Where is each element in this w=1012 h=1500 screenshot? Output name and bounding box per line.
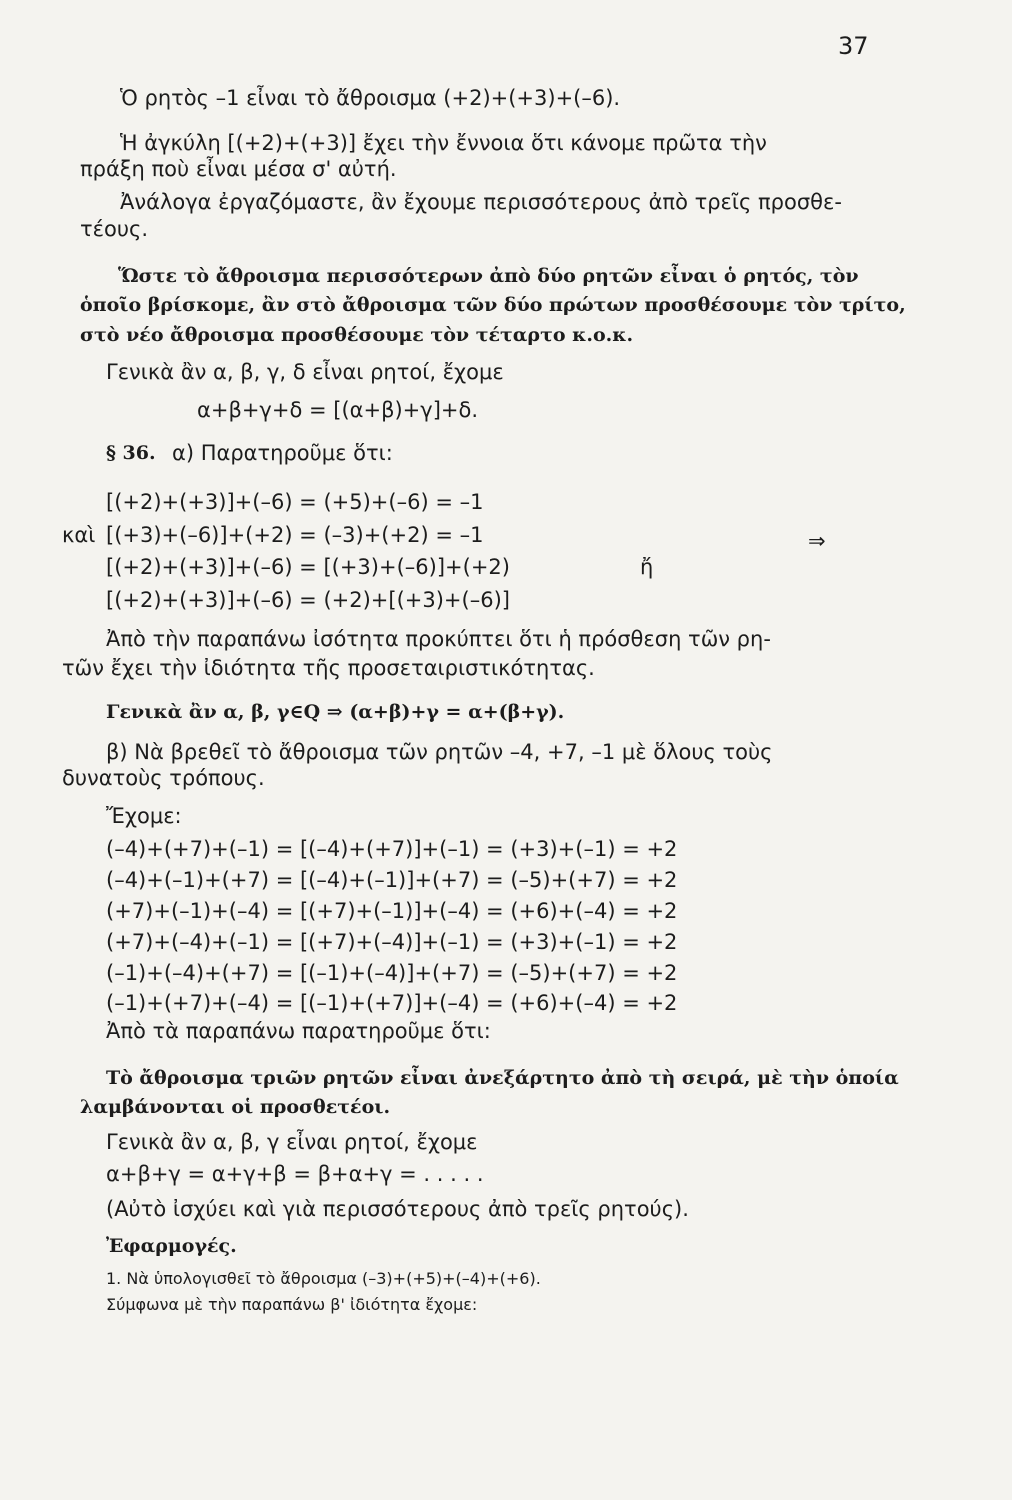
section-heading: Ἐφαρμογές. xyxy=(106,1235,237,1257)
rule-text: Γενικὰ ἂν α, β, γ∈Q ⇒ (α+β)+γ = α+(β+γ). xyxy=(106,701,565,723)
text-line: Ἀνάλογα ἐργαζόμαστε, ἂν ἔχουμε περισσότερους ἀπὸ τρεῖς προσθε- xyxy=(120,190,842,214)
formula: α+β+γ = α+γ+β = β+α+γ = . . . . . xyxy=(106,1162,484,1186)
page-number: 37 xyxy=(838,32,869,60)
text-line: ἤ xyxy=(640,555,654,579)
text-line: Ἔχομε: xyxy=(106,804,182,828)
equation: (–1)+(+7)+(–4) = [(–1)+(+7)]+(–4) = (+6)+(–4) = +2 xyxy=(106,991,678,1015)
rule-text: στὸ νέο ἄθροισμα προσθέσουμε τὸν τέταρτο κ.ο.κ. xyxy=(80,324,634,346)
text-line: καὶ xyxy=(62,523,96,547)
formula: α+β+γ+δ = [(α+β)+γ]+δ. xyxy=(197,398,479,422)
text-line: β) Νὰ βρεθεῖ τὸ ἄθροισμα τῶν ρητῶν –4, +7, –1 μὲ ὅλους τοὺς xyxy=(106,740,773,764)
rule-text: Ὥστε τὸ ἄθροισμα περισσότερων ἀπὸ δύο ρητῶν εἶναι ὁ ρητός, τὸν xyxy=(118,265,859,287)
equation: (+7)+(–4)+(–1) = [(+7)+(–4)]+(–1) = (+3)+(–1) = +2 xyxy=(106,930,678,954)
rule-text: Τὸ ἄθροισμα τριῶν ρητῶν εἶναι ἀνεξάρτητο ἀπὸ τὴ σειρά, μὲ τὴν ὁποία xyxy=(106,1067,899,1089)
text-line: (Αὐτὸ ἰσχύει καὶ γιὰ περισσότερους ἀπὸ τρεῖς ρητούς). xyxy=(106,1197,689,1221)
text-line: Ἀπὸ τὴν παραπάνω ἰσότητα προκύπτει ὅτι ἡ πρόσθεση τῶν ρη- xyxy=(106,627,771,651)
equation: (–4)+(–1)+(+7) = [(–4)+(–1)]+(+7) = (–5)+(+7) = +2 xyxy=(106,868,678,892)
equation: [(+2)+(+3)]+(–6) = (+2)+[(+3)+(–6)] xyxy=(106,588,510,612)
equation: [(+3)+(–6)]+(+2) = (–3)+(+2) = –1 xyxy=(106,523,484,547)
text-line: πράξη ποὺ εἶναι μέσα σ' αὐτή. xyxy=(80,157,397,181)
text-line: 1. Νὰ ὑπολογισθεῖ τὸ ἄθροισμα (–3)+(+5)+(–4)+(+6). xyxy=(106,1269,541,1288)
text-line: Ὁ ρητὸς –1 εἶναι τὸ ἄθροισμα (+2)+(+3)+(–6). xyxy=(120,86,621,110)
section-label: § 36. xyxy=(106,442,156,464)
text-line: τῶν ἔχει τὴν ἰδιότητα τῆς προσεταιριστικότητας. xyxy=(62,656,595,680)
equation: (–1)+(–4)+(+7) = [(–1)+(–4)]+(+7) = (–5)+(+7) = +2 xyxy=(106,961,678,985)
text-line: δυνατοὺς τρόπους. xyxy=(62,766,265,790)
text-line: Γενικὰ ἂν α, β, γ, δ εἶναι ρητοί, ἔχομε xyxy=(106,360,504,384)
text-line: Ἀπὸ τὰ παραπάνω παρατηροῦμε ὅτι: xyxy=(106,1019,491,1043)
rule-text: λαμβάνονται οἱ προσθετέοι. xyxy=(80,1096,391,1118)
text-line: Γενικὰ ἂν α, β, γ εἶναι ρητοί, ἔχομε xyxy=(106,1130,478,1154)
equation: [(+2)+(+3)]+(–6) = (+5)+(–6) = –1 xyxy=(106,490,484,514)
text-line: Ἡ ἀγκύλη [(+2)+(+3)] ἔχει τὴν ἔννοια ὅτι κάνομε πρῶτα τὴν xyxy=(120,131,767,155)
implies-symbol: ⇒ xyxy=(808,529,826,553)
equation: (+7)+(–1)+(–4) = [(+7)+(–1)]+(–4) = (+6)+(–4) = +2 xyxy=(106,899,678,923)
text-line: τέους. xyxy=(80,217,148,241)
text-line: α) Παρατηροῦμε ὅτι: xyxy=(172,441,393,465)
text-line: Σύμφωνα μὲ τὴν παραπάνω β' ἰδιότητα ἔχομε: xyxy=(106,1295,478,1314)
rule-text: ὁποῖο βρίσκομε, ἂν στὸ ἄθροισμα τῶν δύο πρώτων προσθέσουμε τὸν τρίτο, xyxy=(80,294,906,316)
equation: [(+2)+(+3)]+(–6) = [(+3)+(–6)]+(+2) xyxy=(106,555,510,579)
equation: (–4)+(+7)+(–1) = [(–4)+(+7)]+(–1) = (+3)+(–1) = +2 xyxy=(106,837,678,861)
